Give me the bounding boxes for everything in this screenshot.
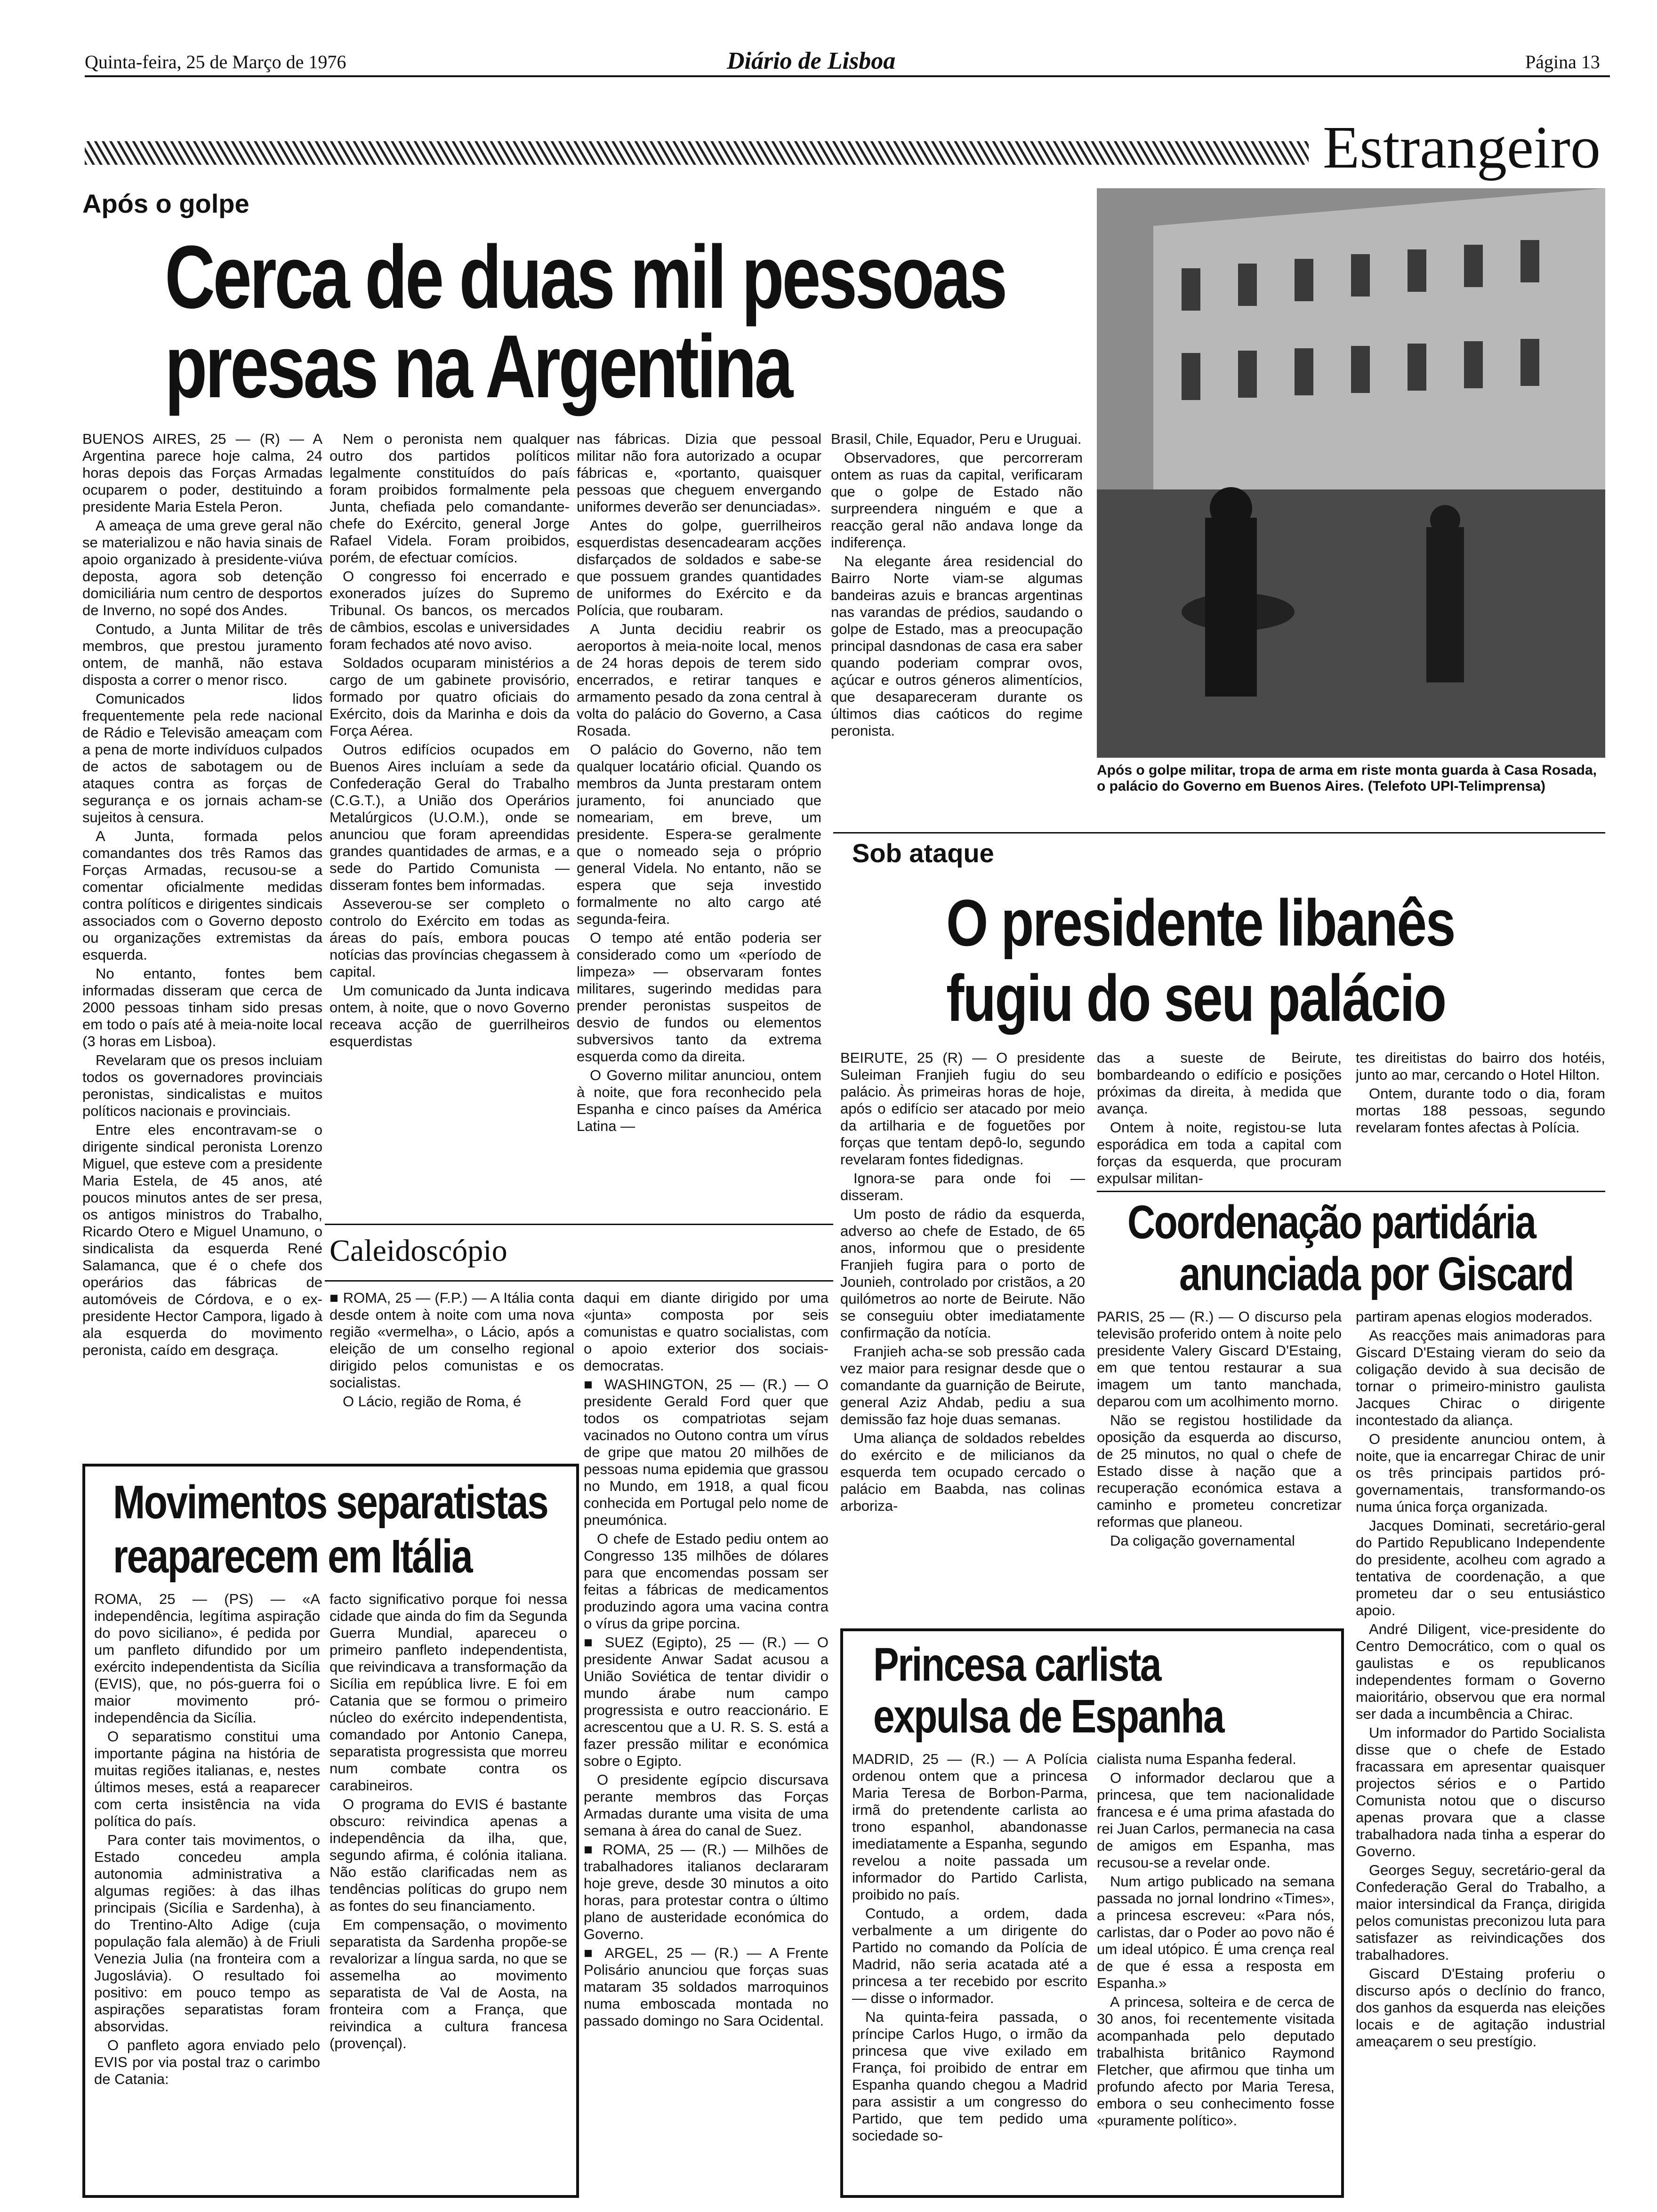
giscard-col2-p3: O presidente anunciou ontem, à noite, que ia encarregar Chirac de unir os três principais partidos pró-governamentais, transformando-os numa única força organizada. bbox=[1356, 1431, 1605, 1515]
main-col-2 bbox=[330, 431, 570, 1221]
main-col1-p3: Contudo, a Junta Militar de três membros, que prestou juramento ontem, de manhã, não estava disposta a correr o menor risco. bbox=[82, 621, 322, 688]
lebanon-col1-p2: Ignora-se para onde foi — disseram. bbox=[840, 1170, 1085, 1203]
princess-col-1 bbox=[852, 1751, 1087, 2188]
giscard-col2-p2: As reacções mais animadoras para Giscard D'Estaing vieram do seio da coligação devido à sua decisão de tornar o primeiro-ministro gaulista Jacques Chirac o dirigente incontestado da aliança. bbox=[1356, 1327, 1605, 1428]
caleidoscopio-col-1 bbox=[330, 1290, 574, 1450]
italy-headline-line2: reaparecem em Itália bbox=[113, 1530, 472, 1583]
main-col-3 bbox=[577, 431, 821, 1212]
giscard-col2-p6: Um informador do Partido Socialista disse que o chefe de Estado fracassara em apresentar quaisquer projectos sérios e o Partido Comunista notou que o discurso apenas provara que a classe trabalhadora nada tinha a esperar do Governo. bbox=[1356, 1724, 1605, 1859]
main-col1-p7: Revelaram que os presos incluiam todos os governadores provinciais peronistas, sindicalistas e muitos políticos nacionais e provinciais. bbox=[82, 1052, 322, 1119]
lebanon-headline-line1: O presidente libanês bbox=[946, 886, 1455, 960]
giscard-col1-p1: PARIS, 25 — (R.) — O discurso pela televisão proferido ontem à noite pelo presidente Valery Giscard D'Estaing, em que tentou restaurar a sua imagem um tanto manchada, deparou com um acolhimento morno. bbox=[1097, 1308, 1342, 1410]
main-headline-line2: presas na Argentina bbox=[165, 317, 791, 417]
lebanon-col2-p1: das a sueste de Beirute, bombardeando o edifício e posições próximas da direita, à medida que avança. bbox=[1097, 1050, 1342, 1117]
princess-headline-line1: Princesa carlista bbox=[873, 1638, 1161, 1691]
lebanon-col-2 bbox=[1097, 1050, 1342, 1186]
main-col3-p2: Antes do golpe, guerrilheiros esquerdistas desencadearam acções disfarçados de soldados e sabe-se que possuem grandes quantidades de uniformes do Exército e da Polícia, que roubaram. bbox=[577, 517, 821, 618]
italy-col-2 bbox=[330, 1591, 567, 2188]
princess-col2-p4: A princesa, solteira e de cerca de 30 anos, foi recentemente visitada acompanhada pelo deputado trabalhista britânico Raymond Fletcher, que afirmou que tinha um profundo afecto por Maria Teresa, embora o seu conhecimento fosse «puramente político». bbox=[1097, 1994, 1335, 2129]
main-col1-p2: A ameaça de uma greve geral não se materializou e não havia sinais de apoio organizado à presidente-viúva deposta, agora sob detenção domiciliária num centro de desportos de Inverno, no sopé dos Andes. bbox=[82, 517, 322, 618]
section-title: Estrangeiro bbox=[1323, 114, 1601, 181]
italy-col2-p1: facto significativo porque foi nessa cidade que ainda do fim da Segunda Guerra Mundial, apareceu o primeiro panfleto independentista, que reivindicava a transformação da Sicília em república livre. E foi em Catania que se formou o primeiro núcleo do exército independentista, comandado por Antonio Canepa, separatista progressista que morreu num combate contra os carabineiros. bbox=[330, 1591, 567, 1794]
princess-col2-p2: O informador declarou que a princesa, que tem nacionalidade francesa e é uma prima afastada do rei Juan Carlos, permanecia na casa de amigos em Espanha, mas recusou-se a revelar onde. bbox=[1097, 1770, 1335, 1871]
caleidoscopio-col2-p1: daqui em diante dirigido por uma «junta» composta por seis comunistas e quatro socialistas, com o apoio exterior dos sociais-democratas. bbox=[584, 1290, 828, 1374]
main-col1-p4: Comunicados lidos frequentemente pela rede nacional de Rádio e Televisão ameaçam com a pena de morte indivíduos culpados de actos de sabotagem ou de ataques contra as forças de segurança e os jornais acham-se sujeitos à censura. bbox=[82, 690, 322, 825]
italy-col1-p4: O panfleto agora enviado pelo EVIS por via postal traz o carimbo de Catania: bbox=[94, 2037, 320, 2087]
lebanon-top-rule bbox=[833, 832, 1605, 834]
main-col3-p3: A Junta decidiu reabrir os aeroportos à meia-noite local, menos de 24 horas depois de terem sido encerrados, e retirar tanques e armamento pesado da zona central à volta do palácio do Governo, a Casa Rosada. bbox=[577, 621, 821, 739]
lebanon-col1-p1: BEIRUTE, 25 (R) — O presidente Suleiman Franjieh fugiu do seu palácio. Às primeiras horas de hoje, após o edifício ser atacado por meio da artilharia e de foguetões por forças que tentam depô-lo, segundo revelaram fontes fidedignas. bbox=[840, 1050, 1085, 1168]
italy-col-1 bbox=[94, 1591, 320, 2188]
lebanon-col3-p2: Ontem, durante todo o dia, foram mortas 188 pessoas, segundo revelaram fontes afectas à Polícia. bbox=[1356, 1085, 1605, 1136]
main-col2-p1: Nem o peronista nem qualquer outro dos partidos políticos legalmente constituídos do país foram proibidos formalmente pela Junta, chefiada pelo comandante-chefe do Exército, general Jorge Rafael Videla. Foram proibidos, porém, de efectuar comícios. bbox=[330, 431, 570, 566]
casa-rosada-photo bbox=[1097, 188, 1605, 758]
princess-col1-p3: Na quinta-feira passada, o príncipe Carlos Hugo, o irmão da princesa que vive exilado em França, foi proibido de entrar em Espanha quando chegou a Madrid para assistir a um congresso do Partido, que tem pedido uma sociedade so- bbox=[852, 2009, 1087, 2144]
lebanon-col1-p4: Franjieh acha-se sob pressão cada vez maior para resignar desde que o comandante da guarnição de Beirute, general Aziz Ahdab, pediu a sua demissão faz hoje duas semanas. bbox=[840, 1343, 1085, 1427]
caleidoscopio-col1-p2: O Lácio, região de Roma, é bbox=[343, 1393, 522, 1410]
main-col-4 bbox=[831, 431, 1083, 817]
caleidoscopio-col2-p5: O presidente egípcio discursava perante membros das Forças Armadas durante uma visita de uma semana à área do canal de Suez. bbox=[584, 1771, 828, 1839]
lebanon-headline-line2: fugiu do seu palácio bbox=[946, 961, 1446, 1035]
caleidoscopio-title: Caleidoscópio bbox=[330, 1234, 507, 1268]
main-col1-p6: No entanto, fontes bem informadas disseram que cerca de 2000 pessoas tinham sido presas em todo o país até à meia-noite local (3 horas em Lisboa). bbox=[82, 965, 322, 1050]
lebanon-col-3 bbox=[1356, 1050, 1605, 1186]
italy-col1-p3: Para conter tais movimentos, o Estado concedeu ampla autonomia administrativa a algumas regiões: à das ilhas principais (Sicília e Sardenha), à do Trentino-Alto Adige (cuja população fala alemão) à de Friuli Venezia Julia (na fronteira com a Jugoslávia). O resultado foi positivo: em pouco tempo as aspirações separatistas foram absorvidas. bbox=[94, 1832, 320, 2035]
italy-col1-p2: O separatismo constitui uma importante página na história de muitas regiões italianas, e, nestes últimos meses, está a reaparecer com certa insistência na vida política do país. bbox=[94, 1728, 320, 1829]
main-col2-p3: Soldados ocuparam ministérios a cargo de um gabinete provisório, formado por quatro oficiais do Exército, dois da Marinha e dois da Força Aérea. bbox=[330, 655, 570, 739]
princess-col2-p1: cialista numa Espanha federal. bbox=[1097, 1751, 1296, 1767]
caleidoscopio-col2-p4: ■ SUEZ (Egipto), 25 — (R.) — O presidente Anwar Sadat acusou a União Soviética de tentar dividir o mundo árabe num campo progressista e outro reaccionário. E acrescentou que a U. R. S. S. está a fazer pressão militar e económica sobre o Egipto. bbox=[584, 1634, 828, 1769]
main-col3-p1: nas fábricas. Dizia que pessoal militar não fora autorizado a ocupar fábricas e, «portanto, quaisquer pessoas que cheguem envergando uniformes deverão ser denunciadas». bbox=[577, 431, 821, 515]
main-col1-p8: Entre eles encontravam-se o dirigente sindical peronista Lorenzo Miguel, que esteve com a presidente Maria Estela, de 45 anos, até poucos minutos antes de ser presa, os antigos ministros do Trabalho, Ricardo Otero e Miguel Unamuno, o sindicalista da esquerda René Salamanca, que é o chefe dos operários das fábricas de automóveis de Córdova, e o ex-presidente Hector Campora, ligado à ala esquerda do movimento peronista, caído em desgraça. bbox=[82, 1122, 322, 1358]
main-col2-p5: Asseverou-se ser completo o controlo do Exército em todas as áreas do país, embora poucas notícias das províncias chegassem à capital. bbox=[330, 896, 570, 980]
princess-col2-p3: Num artigo publicado na semana passada no jornal londrino «Times», a princesa escreveu: «Para nós, carlistas, dar o Poder ao povo não é um ideal utópico. É uma crença real de que é essa a resposta em Espanha.» bbox=[1097, 1873, 1335, 1991]
main-col4-p2: Observadores, que percorreram ontem as ruas da capital, verificaram que o golpe de Estado não surpreendera ninguém e que a reacção geral não andava longe da indiferença. bbox=[831, 449, 1083, 551]
caleidoscopio-bottom-rule bbox=[325, 1280, 833, 1282]
italy-col2-p3: Em compensação, o movimento separatista da Sardenha propõe-se revalorizar a língua sarda, no que se assemelha ao movimento separatista de Val de Aosta, na fronteira com a França, que reivindica a cultura francesa (provençal). bbox=[330, 1916, 567, 2052]
giscard-col2-p1: partiram apenas elogios moderados. bbox=[1356, 1308, 1593, 1325]
italy-headline-line1: Movimentos separatistas bbox=[113, 1476, 548, 1529]
main-kicker: Após o golpe bbox=[82, 189, 249, 218]
italy-col1-p1: ROMA, 25 — (PS) — «A independência, legítima aspiração do povo siciliano», é pedida por um panfleto difundido por um exército independentista da Sicília (EVIS), que, no pós-guerra foi o maior movimento pró-independência da Sicília. bbox=[94, 1591, 320, 1726]
main-col1-p5: A Junta, formada pelos comandantes dos três Ramos das Forças Armadas, recusou-se a comentar oficialmente medidas contra políticos e dirigentes sindicais associados com o Governo deposto ou organizações extremistas da esquerda. bbox=[82, 828, 322, 963]
lebanon-col2-p2: Ontem à noite, registou-se luta esporádica em toda a capital com forças da esquerda, que procuram expulsar militan- bbox=[1097, 1119, 1342, 1186]
photo-caption: Após o golpe militar, tropa de arma em riste monta guarda à Casa Rosada, o palácio do Governo em Buenos Aires. (Telefoto UPI-Telimprensa) bbox=[1097, 762, 1597, 794]
main-col3-p6: O Governo militar anunciou, ontem à noite, que fora reconhecido pela Espanha e cinco países da América Latina — bbox=[577, 1067, 821, 1134]
giscard-top-rule bbox=[1097, 1191, 1605, 1192]
princess-col-2 bbox=[1097, 1751, 1335, 2188]
main-headline-line1: Cerca de duas mil pessoas bbox=[165, 227, 1005, 327]
lebanon-col-1 bbox=[840, 1050, 1085, 1633]
giscard-col2-p5: André Diligent, vice-presidente do Centro Democrático, com o qual os gaulistas e os republicanos independentes formam o Governo maioritário, observou que era normal ser dada a incumbência a Chirac. bbox=[1356, 1621, 1605, 1722]
caleidoscopio-col2-p7: ■ ARGEL, 25 — (R.) — A Frente Polisário anunciou que forças suas mataram 35 soldados marroquinos numa emboscada montada no passado domingo no Sara Ocidental. bbox=[584, 1945, 828, 2029]
giscard-col2-p8: Giscard D'Estaing proferiu o discurso após o declínio do franco, dos ganhos da esquerda nas eleições locais e de agitação industrial ameaçarem o seu prestígio. bbox=[1356, 1965, 1605, 2050]
masthead-rule bbox=[85, 75, 1610, 77]
masthead-date: Quinta-feira, 25 de Março de 1976 bbox=[85, 51, 346, 72]
photo-illustration bbox=[1097, 188, 1605, 758]
lebanon-col1-p3: Um posto de rádio da esquerda, adverso ao chefe de Estado, de 65 anos, informou que o presidente Franjieh fugira para o porto de Jounieh, controlado por cristãos, a 20 quilómetros ao norte de Beirute. Não se conseguiu obter imediatamente confirmação da notícia. bbox=[840, 1206, 1085, 1341]
main-col2-p4: Outros edifícios ocupados em Buenos Aires incluíam a sede da Confederação Geral do Trabalho (C.G.T.), a União dos Operários Metalúrgicos (U.O.M.), onde se anunciou que foram apreendidas grandes quantidades de armas, e a sede do Partido Comunista — disseram fontes bem informadas. bbox=[330, 741, 570, 893]
main-col2-p2: O congresso foi encerrado e exonerados juízes do Supremo Tribunal. Os bancos, os mercados de câmbios, escolas e universidades foram fechados até novo aviso. bbox=[330, 568, 570, 652]
giscard-headline-line1: Coordenação partidária bbox=[1127, 1196, 1536, 1249]
caleidoscopio-col2-p2: ■ WASHINGTON, 25 — (R.) — O presidente Gerald Ford quer que todos os compatriotas sejam vacinados no Outono contra um vírus de gripe que matou 20 milhões de pessoas numa epidemia que grassou no Mundo, em 1918, a qual ficou conhecida em Portugal pelo nome de pneumónica. bbox=[584, 1376, 828, 1528]
italy-col2-p2: O programa do EVIS é bastante obscuro: reivindica apenas a independência da ilha, que, segundo afirma, é colónia italiana. Não estão clarificadas nem as tendências políticas do grupo nem as fontes do seu financiamento. bbox=[330, 1796, 567, 1914]
main-col3-p5: O tempo até então poderia ser considerado como um «período de limpeza» — observaram fontes militares, sugerindo medidas para prender peronistas suspeitos de desvio de fundos ou elementos subversivos tanto da extrema esquerda como da direita. bbox=[577, 930, 821, 1065]
lebanon-col1-p5: Uma aliança de soldados rebeldes do exército e de milicianos da esquerda tem ocupado cercado o palácio em Baabda, nas colinas arboriza- bbox=[840, 1430, 1085, 1514]
masthead-page-number: Página 13 bbox=[1525, 51, 1600, 72]
princess-headline-line2: expulsa de Espanha bbox=[873, 1690, 1224, 1743]
caleidoscopio-col2-p6: ■ ROMA, 25 — (R.) — Milhões de trabalhadores italianos declararam hoje greve, desde 30 minutos a oito horas, para protestar contra o último plano de austeridade económica do Governo. bbox=[584, 1841, 828, 1942]
lebanon-col3-p1: tes direitistas do bairro dos hotéis, junto ao mar, cercando o Hotel Hilton. bbox=[1356, 1050, 1605, 1083]
caleidoscopio-top-rule bbox=[325, 1224, 833, 1225]
lebanon-kicker: Sob ataque bbox=[852, 838, 994, 868]
main-col-1 bbox=[82, 431, 322, 1443]
giscard-headline-line2: anunciada por Giscard bbox=[1179, 1248, 1573, 1300]
main-col1-p1: BUENOS AIRES, 25 — (R) — A Argentina parece hoje calma, 24 horas depois das Forças Armadas ocuparem o poder, destituindo a presidente Maria Estela Peron. bbox=[82, 431, 322, 515]
princess-col1-p1: MADRID, 25 — (R.) — A Polícia ordenou ontem que a princesa Maria Teresa de Borbon-Parma, irmã do pretendente carlista ao trono espanhol, abandonasse imediatamente a Espanha, segundo revelou a noite passada um informador do Partido Carlista, proibido no país. bbox=[852, 1751, 1087, 1903]
giscard-col-2 bbox=[1356, 1308, 1605, 2193]
princess-col1-p2: Contudo, a ordem, dada verbalmente a um dirigente do Partido no comando da Polícia de Madrid, não seria acatada até a princesa a ter recebido por escrito — disse o informador. bbox=[852, 1905, 1087, 2006]
section-hatch-band bbox=[85, 141, 1309, 165]
main-col4-p1: Brasil, Chile, Equador, Peru e Uruguai. bbox=[831, 431, 1082, 447]
caleidoscopio-col2-p3: O chefe de Estado pediu ontem ao Congresso 135 milhões de dólares para que encomendas possam ser feitas a fábricas de medicamentos produzindo agora uma vacina contra o vírus da gripe porcina. bbox=[584, 1531, 828, 1632]
main-col3-p4: O palácio do Governo, não tem qualquer locatário oficial. Quando os membros da Junta prestaram ontem juramento, foi anunciado que nomeariam, em breve, um presidente. Espera-se geralmente que o nomeado seja o próprio general Videla. No entanto, não se espera que seja investido formalmente no alto cargo até segunda-feira. bbox=[577, 741, 821, 927]
caleidoscopio-col1-p1: ■ ROMA, 25 — (F.P.) — A Itália conta desde ontem à noite com uma nova região «vermelha», o Lácio, após a eleição de um conselho regional dirigido pelos comunistas e os socialistas. bbox=[330, 1290, 574, 1391]
giscard-col1-p3: Da coligação governamental bbox=[1110, 1532, 1295, 1549]
giscard-col2-p4: Jacques Dominati, secretário-geral do Partido Republicano Independente do presidente, acolheu com agrado a tentativa de coordenação, a que prometeu dar o seu entusiástico apoio. bbox=[1356, 1517, 1605, 1619]
masthead-paper-name: Diário de Lisboa bbox=[720, 47, 902, 75]
main-col2-p6: Um comunicado da Junta indicava ontem, à noite, que o novo Governo receava acção de guerrilheiros esquerdistas bbox=[330, 982, 570, 1050]
main-col4-p3: Na elegante área residencial do Bairro Norte viam-se algumas bandeiras azuis e brancas argentinas nas varandas de prédios, saudando o golpe de Estado, mas a preocupação principal dasndonas de casa era saber quando poderiam comprar ovos, açúcar e outros géneros alimentícios, que desapareceram durante os últimos dias caóticos do regime peronista. bbox=[831, 553, 1083, 739]
giscard-col-1 bbox=[1097, 1308, 1342, 1614]
giscard-col1-p2: Não se registou hostilidade da oposição da esquerda ao discurso, de 25 minutos, no qual o chefe de Estado disse à nação que a recuperação económica estava a caminho e prometeu concretizar reformas que planeou. bbox=[1097, 1412, 1342, 1530]
caleidoscopio-col-2 bbox=[584, 1290, 828, 2193]
giscard-col2-p7: Georges Seguy, secretário-geral da Confederação Geral do Trabalho, a maior intersindical da França, dirigida pelos comunistas preconizou luta para satisfazer as reivindicações dos trabalhadores. bbox=[1356, 1862, 1605, 1963]
